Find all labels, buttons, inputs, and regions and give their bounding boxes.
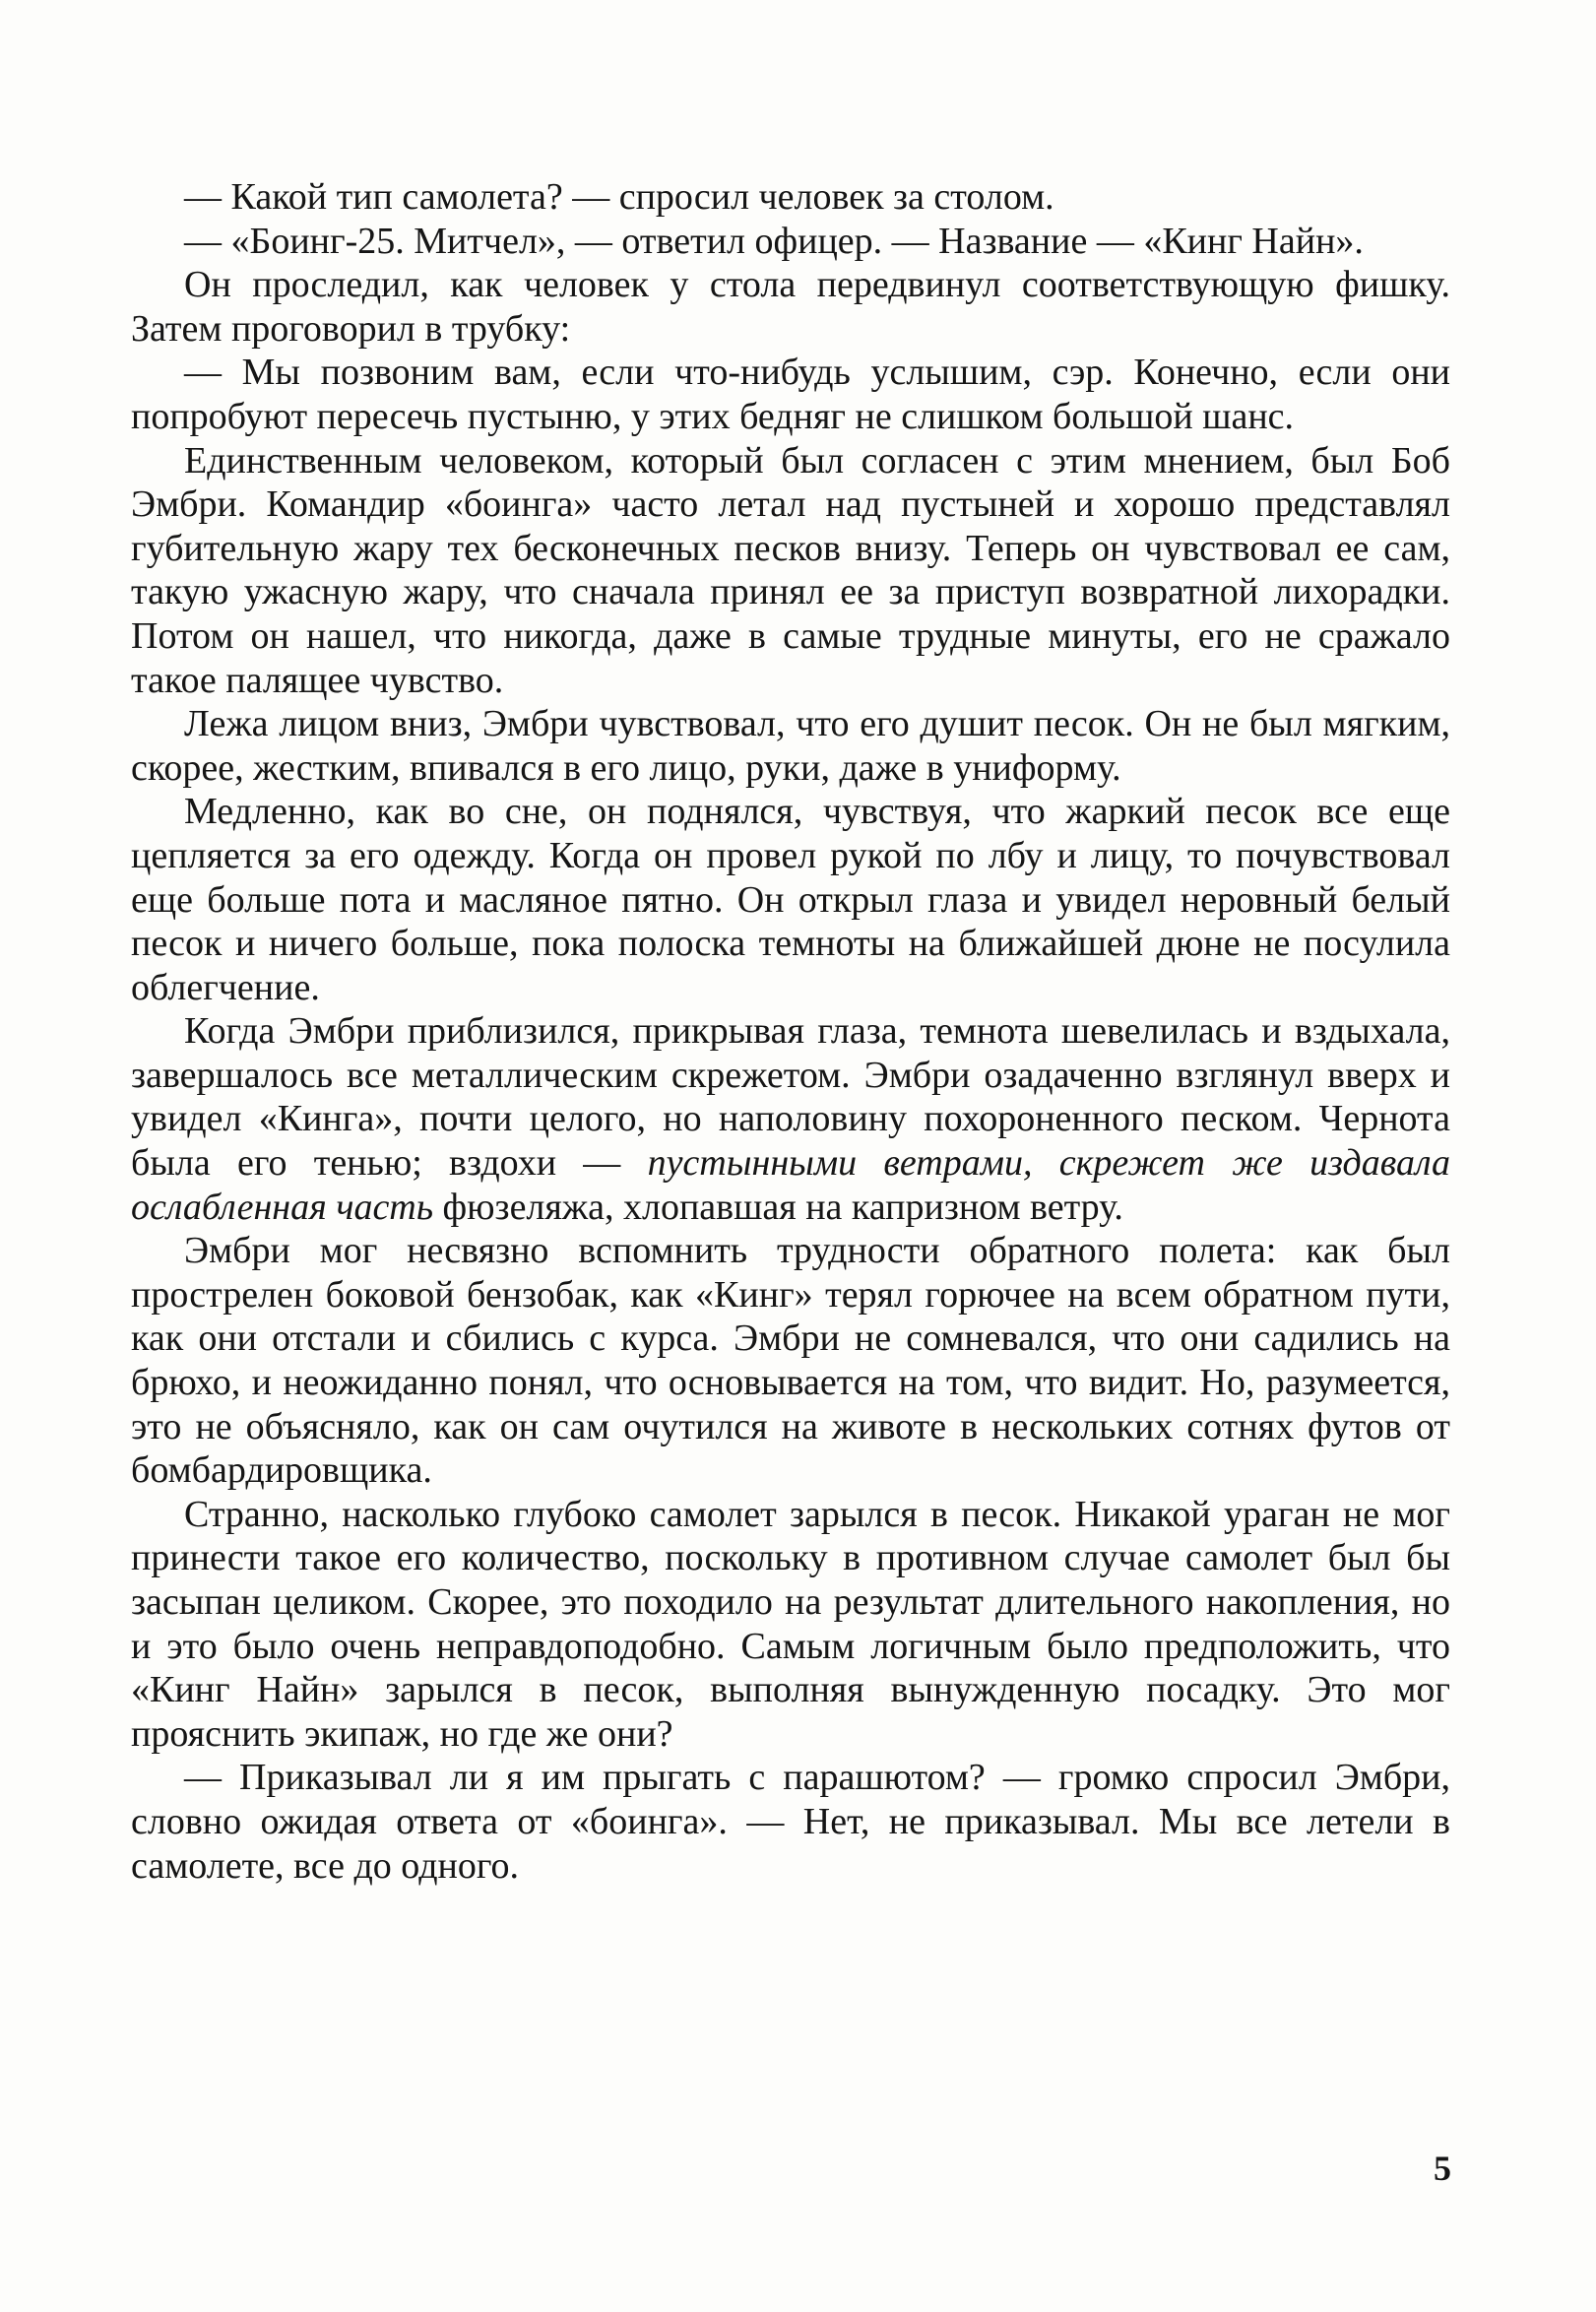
- paragraph-text: Когда Эмбри приблизился, прикрывая глаза, темнота шевелилась и вздыхала, завершалось все металлическим скрежетом. Эмбри озадаченно взглянул вверх и увидел «Кинга», почти целого, но наполовину похороненного песком. Чернота была его тенью; вздохи —: [131, 1010, 1450, 1185]
- italic-text: пустынными ветрами, скрежет же издавала ослабленная часть: [131, 1142, 1450, 1228]
- paragraph: Единственным человеком, который был согласен с этим мнением, был Боб Эмбри. Командир «боинга» часто летал над пустыней и хорошо представлял губительную жару тех бесконечных песков внизу. Теперь он чувствовал ее сам, такую ужасную жару, что сначала принял ее за приступ возвратной лихорадки. Потом он нашел, что никогда, даже в самые трудные минуты, его не сражало такое палящее чувство.: [131, 439, 1450, 701]
- paragraph: Он проследил, как человек у стола передвинул соответствующую фишку. Затем проговорил в трубку:: [131, 264, 1450, 350]
- paragraph: — Приказывал ли я им прыгать с парашютом? — громко спросил Эмбри, словно ожидая ответа от «боинга». — Нет, не приказывал. Мы все летели в самолете, все до одного.: [131, 1757, 1450, 1887]
- paragraph-text: фюзеляжа, хлопавшая на капризном ветру.: [433, 1186, 1123, 1228]
- paragraph: Странно, насколько глубоко самолет зарылся в песок. Никакой ураган не мог принести такое его количество, поскольку в противном случае самолет был бы засыпан целиком. Скорее, это походило на результат длительного накопления, но и это было очень неправдоподобно. Самым логичным было предположить, что «Кинг Найн» зарылся в песок, выполняя вынужденную посадку. Это мог прояснить экипаж, но где же они?: [131, 1493, 1450, 1755]
- paragraph: Лежа лицом вниз, Эмбри чувствовал, что его душит песок. Он не был мягким, скорее, жестким, впивался в его лицо, руки, даже в униформу.: [131, 703, 1450, 789]
- paragraph: — Какой тип самолета? — спросил человек за столом.: [184, 176, 1054, 218]
- paragraph: — Мы позвоним вам, если что-нибудь услышим, сэр. Конечно, если они попробуют пересечь пустыню, у этих бедняг не слишком большой шанс.: [131, 352, 1450, 437]
- page-number: 5: [1434, 2149, 1451, 2188]
- paragraph: — «Боинг-25. Митчел», — ответил офицер. — Название — «Кинг Найн».: [184, 220, 1364, 262]
- body-text: [131, 175, 1450, 1888]
- paragraph: Медленно, как во сне, он поднялся, чувствуя, что жаркий песок все еще цепляется за его одежду. Когда он провел рукой по лбу и лицу, то почувствовал еще больше пота и масляное пятно. Он открыл глаза и увидел неровный белый песок и ничего больше, пока полоска темноты на ближайшей дюне не посулила облегчение.: [131, 791, 1450, 1008]
- paragraph: [131, 1009, 1450, 1229]
- paragraph: Эмбри мог несвязно вспомнить трудности обратного полета: как был прострелен боковой бензобак, как «Кинг» терял горючее на всем обратном пути, как они отстали и сбились с курса. Эмбри не сомневался, что они садились на брюхо, и неожиданно понял, что основывается на том, что видит. Но, разумеется, это не объясняло, как он сам очутился на животе в нескольких сотнях футов от бомбардировщика.: [131, 1230, 1450, 1492]
